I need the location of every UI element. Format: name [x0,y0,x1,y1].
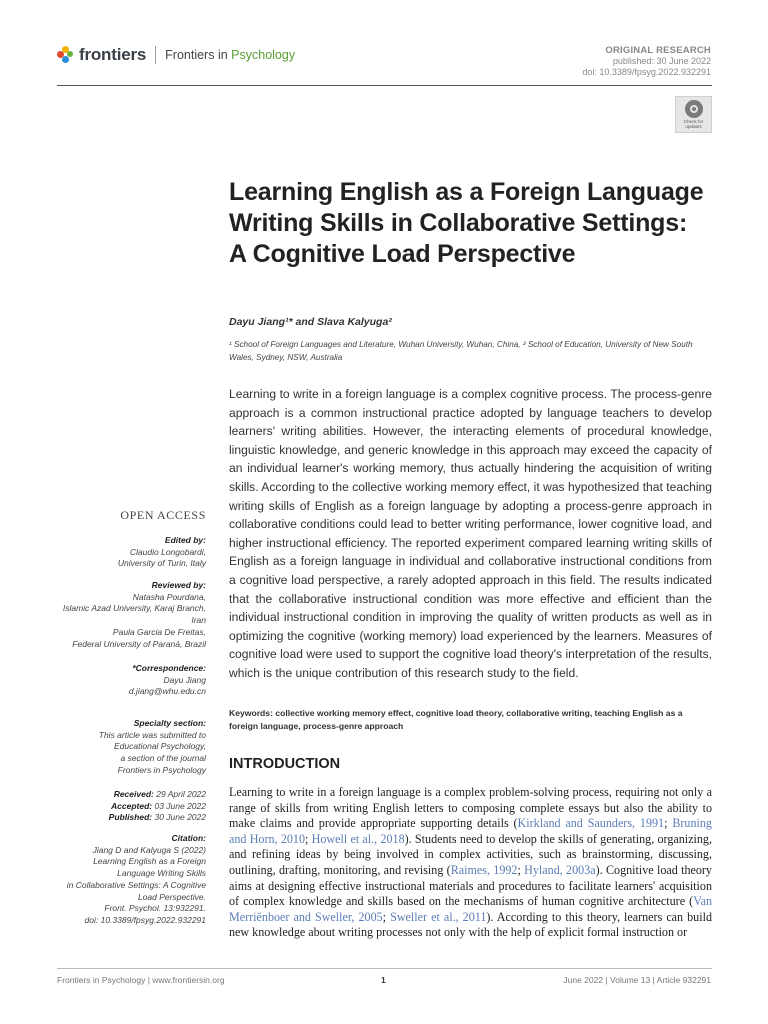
article-meta [582,45,711,78]
correspondence-label: *Correspondence: [132,663,206,673]
citation-label: Citation: [171,833,206,843]
intro-text: ). Cognitive load theory aims at designing effective instructional materials and procedures to facilitate learners' acquisition of complex knowledge and skills based on the mechanisms of human cognitive architecture ( [229,862,712,909]
published-date: published: 30 June 2022 [612,56,711,66]
citation-doi[interactable]: doi: 10.3389/fpsyg.2022.932291 [84,914,206,925]
intro-text: ; [517,862,525,877]
published-label: Published: [108,812,153,823]
footer-journal[interactable]: Frontiers in Psychology | www.frontiersin.org [57,975,225,985]
logo-text: frontiers [79,45,147,64]
accepted-label: Accepted: [111,800,153,811]
check-for-updates-badge[interactable] [675,96,712,133]
intro-text: ; [305,831,312,846]
correspondence-block [36,663,206,698]
frontiers-logo-icon [57,46,75,64]
footer-rule [57,968,712,969]
article-doi[interactable]: doi: 10.3389/fpsyg.2022.932291 [582,67,711,77]
introduction-paragraph [229,785,712,941]
received-date [36,789,206,801]
footer-volume: June 2022 | Volume 13 | Article 932291 [563,975,711,985]
citation-line: Load Perspective. [137,891,206,902]
citation-line: Language Writing Skills [117,868,206,879]
intro-text: ). According to this theory, learners can build new knowledge about writing processes not only with the help of explicit formal instruction or [229,909,712,940]
citation-link[interactable]: Bruning and Horn, 2010 [229,816,712,846]
reviewer-affiliation: Islamic Azad University, Karaj Branch, [62,603,206,614]
citation-link[interactable]: Van Merriënboer and Sweller, 2005 [229,894,712,924]
article-title: Learning English as a Foreign Language Writing Skills in Collaborative Settings: A Cognitive Load Perspective [229,178,704,268]
intro-text: ). Students need to develop the skills of generating, organizing, and refining ideas by being involved in complex activities, such as brainstorming, discussing, outlining, drafting, monitoring, and revising ( [229,831,712,877]
editor-name[interactable]: Claudio Longobardi, [129,546,206,557]
specialty-label: Specialty section: [133,718,206,728]
authors[interactable]: Dayu Jiang¹* and Slava Kalyuga² [229,316,392,328]
citation-link[interactable]: Howell et al., 2018 [311,831,405,846]
reviewer-name[interactable]: Paula Garcia De Freitas, [112,626,206,637]
reviewed-by-block [36,580,206,650]
frontiers-logo[interactable] [57,45,295,65]
specialty-line: Educational Psychology, [114,741,206,752]
journal-prefix: Frontiers in [165,48,232,62]
header-rule [57,85,712,86]
section-heading-introduction: INTRODUCTION [229,756,341,772]
badge-label: Check for updates [683,119,704,129]
reviewer-affiliation: Federal University of Paraná, Brazil [72,638,206,649]
published-date-sidebar [36,812,206,824]
editor-affiliation: University of Turin, Italy [117,558,206,569]
open-access-label: OPEN ACCESS [120,508,206,522]
citation-line: in Collaborative Settings: A Cognitive [66,879,206,890]
specialty-line: a section of the journal [120,753,206,764]
edited-by-label: Edited by: [164,535,206,545]
keywords: Keywords: collective working memory effect, cognitive load theory, collaborative writing, teaching English as a foreign language, process-genre approach [229,708,683,731]
page-number: 1 [381,975,386,985]
citation-link[interactable]: Kirkland and Saunders, 1991 [517,816,665,831]
citation-line: Learning English as a Foreign [93,856,206,867]
correspondence-email[interactable]: d.jiang@whu.edu.cn [128,686,206,697]
citation-block [36,833,206,927]
intro-text: ; [664,816,673,831]
intro-text: Learning to write in a foreign language is a complex problem-solving process, requiring not only a range of skills from writing English letters to composing complete essays but also the ability to make claims and provide appropriate supporting details ( [229,785,712,831]
accepted-date [36,801,206,813]
citation-link[interactable]: Sweller et al., 2011 [390,909,487,924]
logo-divider [155,46,156,64]
abstract: Learning to write in a foreign language is a complex cognitive process. The process-genre approach is a common instructional practice adopted by language teachers to develop learners' writing abilities. However, the interacting elements of procedural knowledge, linguistic knowledge, and generic knowledge in this approach may exceed the capacity of an individual learner's working memory, thus actually hindering the acquisition of writing skills. According to the collective working memory effect, it was hypothesized that teaching writing skills of English as a foreign language by adopting a process-genre approach in collaborative conditions could lead to better writing performance, lower cognitive load, and higher instructional efficiency. The reported experiment compared learning writing skills of English as a foreign language in individual and collaborative instructional conditions from a cognitive load perspective, a rarely adopted approach in this field. The results indicated that the collaborative instructional condition was more effective and efficient than the individual instructional condition in improving the quality of written products as well as in optimizing the cognitive (working memory) load experienced by the learners. Measures of cognitive load were used to support the cognitive load theory's interpretation of the results, which is the unique contribution of this research study to the field. [229,387,712,680]
reviewer-affiliation: Iran [191,615,206,626]
citation-line: Jiang D and Kalyuga S (2022) [92,844,206,855]
intro-text: ; [382,909,391,924]
reviewer-name[interactable]: Natasha Pourdana, [132,591,206,602]
reviewed-by-label: Reviewed by: [151,580,206,590]
affiliations: ¹ School of Foreign Languages and Literature, Wuhan University, Wuhan, China, ² School of Education, University of New South Wales, Sydney, NSW, Australia [229,340,693,362]
citation-link[interactable]: Raimes, 1992 [450,862,518,877]
citation-link[interactable]: Hyland, 2003a [524,862,596,877]
received-label: Received: [113,789,154,799]
check-updates-icon [685,100,703,118]
journal-section: Psychology [231,48,296,62]
dates-block [36,789,206,824]
article-type: ORIGINAL RESEARCH [605,45,711,56]
journal-name[interactable] [165,48,295,62]
published-value: 30 June 2022 [152,812,206,823]
citation-line: Front. Psychol. 13:932291. [104,903,206,914]
corresponding-author: Dayu Jiang [163,674,206,685]
received-value: 29 April 2022 [153,789,206,799]
specialty-line: This article was submitted to [98,729,206,740]
specialty-block [36,718,206,777]
edited-by-block [36,535,206,570]
specialty-line: Frontiers in Psychology [117,764,206,775]
accepted-value: 03 June 2022 [152,800,206,811]
